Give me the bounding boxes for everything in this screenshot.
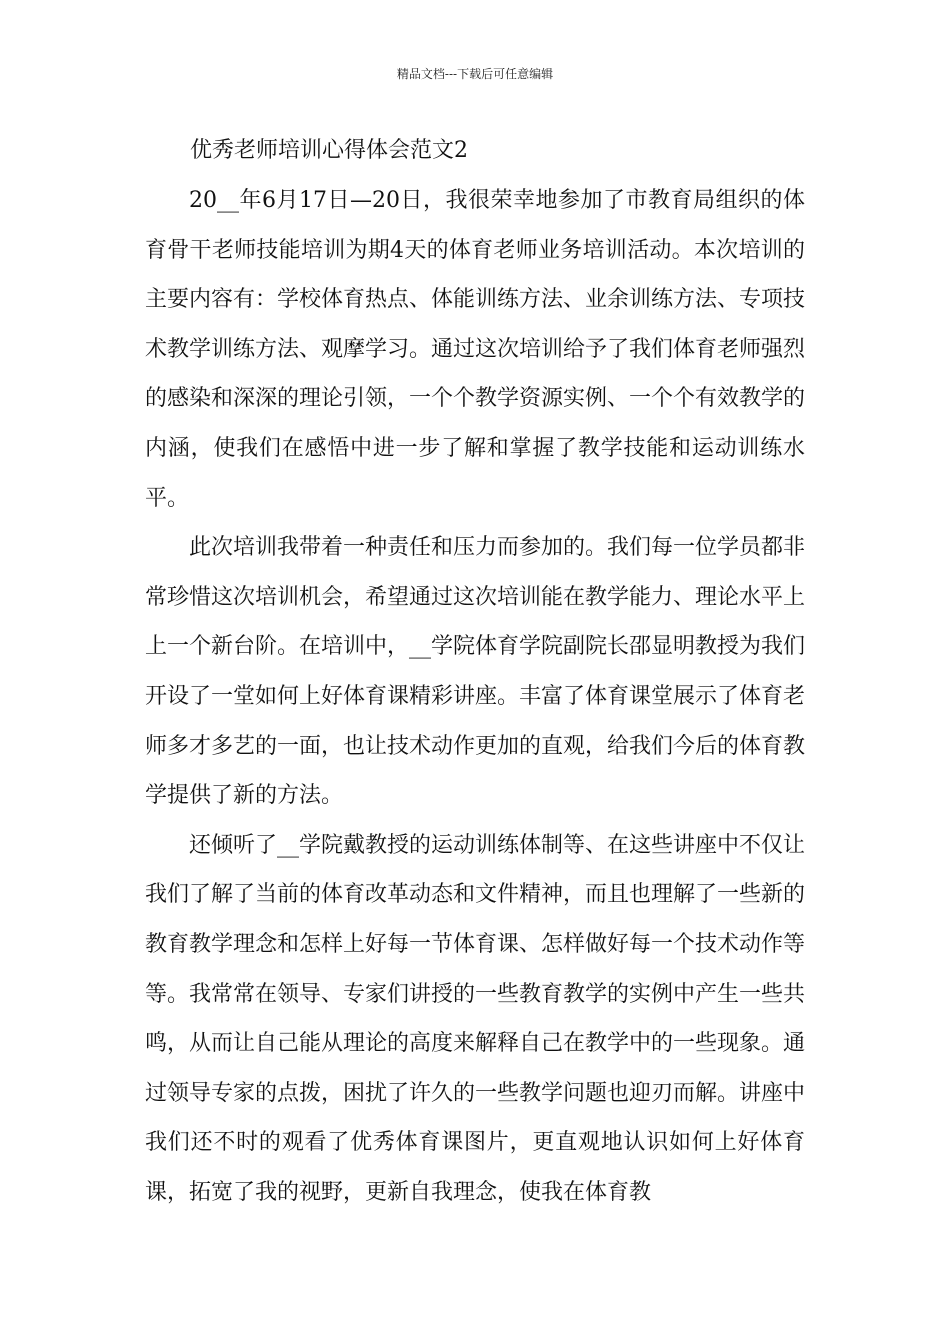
paragraph-1: 20__年6月17日—20日，我很荣幸地参加了市教育局组织的体育骨干老师技能培训为期4天的体育老师业务培训活动。本次培训的主要内容有：学校体育热点、体能训练方法、业余训练方法、专项技术教学训练方法、观摩学习。通过这次培训给予了我们体育老师强烈的感染和深深的理论引领，一个个教学资源实例、一个个有效教学的内涵，使我们在感悟中进一步了解和掌握了教学技能和运动训练水平。 [145, 188, 806, 511]
paragraph-3: 还倾听了__学院戴教授的运动训练体制等、在这些讲座中不仅让我们了解了当前的体育改革动态和文件精神，而且也理解了一些新的教育教学理念和怎样上好每一节体育课、怎样做好每一个技术动作等等。我常常在领导、专家们讲授的一些教育教学的实例中产生一些共鸣，从而让自己能从理论的高度来解释自己在教学中的一些现象。通过领导专家的点拨，困扰了许久的一些教学问题也迎刃而解。讲座中我们还不时的观看了优秀体育课图片，更直观地认识如何上好体育课，拓宽了我的视野，更新自我理念，使我在体育教 [145, 832, 806, 1205]
paragraph-2: 此次培训我带着一种责任和压力而参加的。我们每一位学员都非常珍惜这次培训机会，希望通过这次培训能在教学能力、理论水平上上一个新台阶。在培训中，__学院体育学院副院长邵显明教授为我们开设了一堂如何上好体育课精彩讲座。丰富了体育课堂展示了体育老师多才多艺的一面，也让技术动作更加的直观，给我们今后的体育教学提供了新的方法。 [145, 535, 806, 809]
document-title: 优秀老师培训心得体会范文2 [190, 138, 468, 163]
page-header: 精品文档---下载后可任意编辑 [396, 67, 554, 81]
document-body [145, 176, 805, 1217]
